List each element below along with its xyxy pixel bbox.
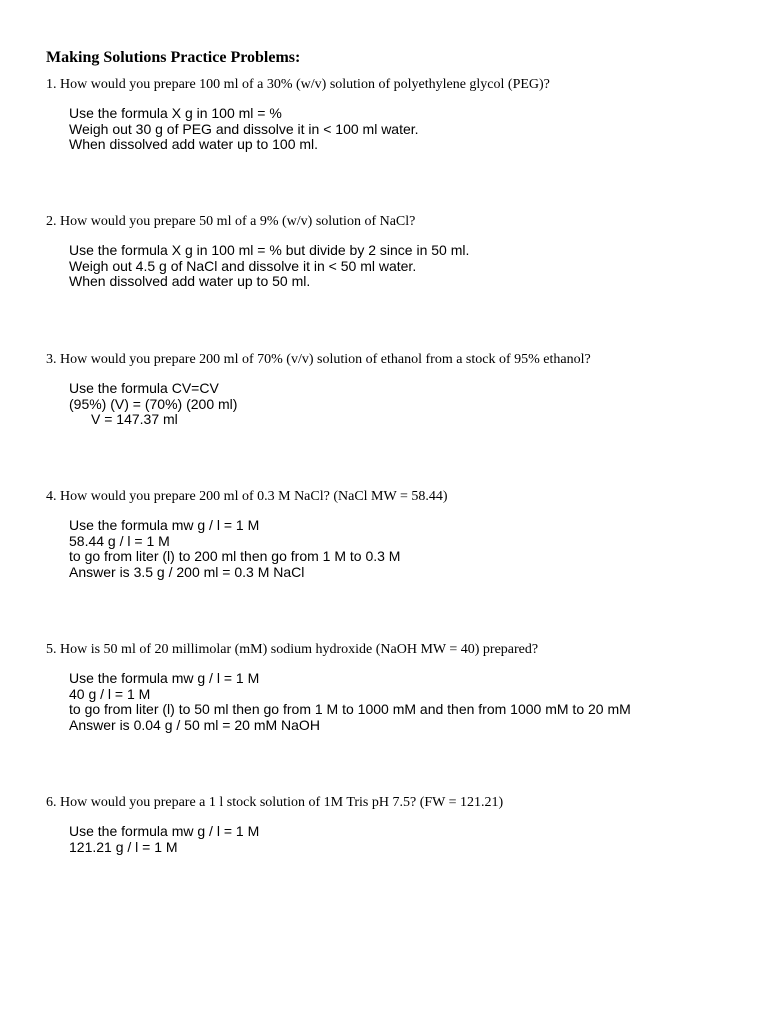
answer-line: Use the formula CV=CV — [69, 380, 219, 396]
question-6: 6. How would you prepare a 1 l stock solution of 1M Tris pH 7.5? (FW = 121.21) — [46, 795, 504, 810]
page-title: Making Solutions Practice Problems: — [46, 49, 301, 66]
answer-line: to go from liter (l) to 200 ml then go from 1 M to 0.3 M — [69, 548, 401, 564]
answer-line: 121.21 g / l = 1 M — [69, 838, 178, 855]
answer-2 — [69, 243, 469, 290]
answer-line: Use the formula mw g / l = 1 M — [69, 517, 260, 533]
question-4: 4. How would you prepare 200 ml of 0.3 M NaCl? (NaCl MW = 58.44) — [46, 489, 448, 504]
answer-3 — [69, 381, 237, 428]
answer-1 — [69, 106, 419, 153]
answer-line: When dissolved add water up to 100 ml. — [69, 136, 319, 152]
answer-6 — [69, 824, 259, 855]
answer-line: V = 147.37 ml — [91, 411, 178, 427]
answer-4 — [69, 518, 400, 580]
question-3: 3. How would you prepare 200 ml of 70% (v/v) solution of ethanol from a stock of 95% ethanol? — [46, 352, 591, 367]
answer-line: Use the formula mw g / l = 1 M — [69, 823, 260, 839]
answer-line: (95%) (V) = (70%) (200 ml) — [69, 395, 238, 412]
answer-line: Use the formula mw g / l = 1 M — [69, 670, 260, 686]
answer-line: Weigh out 30 g of PEG and dissolve it in < 100 ml water. — [69, 120, 419, 137]
answer-line: to go from liter (l) to 50 ml then go from 1 M to 1000 mM and then from 1000 mM to 20 mM — [69, 701, 631, 717]
answer-line: Use the formula X g in 100 ml = % but divide by 2 since in 50 ml. — [69, 242, 470, 258]
answer-line: 40 g / l = 1 M — [69, 685, 151, 702]
question-5: 5. How is 50 ml of 20 millimolar (mM) sodium hydroxide (NaOH MW = 40) prepared? — [46, 642, 539, 657]
answer-line: When dissolved add water up to 50 ml. — [69, 273, 311, 289]
answer-line: Answer is 3.5 g / 200 ml = 0.3 M NaCl — [69, 563, 305, 580]
answer-line: 58.44 g / l = 1 M — [69, 532, 170, 549]
answer-line: Answer is 0.04 g / 50 ml = 20 mM NaOH — [69, 716, 320, 733]
answer-line: Use the formula X g in 100 ml = % — [69, 105, 282, 121]
question-1: 1. How would you prepare 100 ml of a 30% (w/v) solution of polyethylene glycol (PEG)? — [46, 77, 550, 92]
question-2: 2. How would you prepare 50 ml of a 9% (w/v) solution of NaCl? — [46, 214, 416, 229]
answer-line: Weigh out 4.5 g of NaCl and dissolve it in < 50 ml water. — [69, 257, 417, 274]
answer-5 — [69, 671, 631, 733]
